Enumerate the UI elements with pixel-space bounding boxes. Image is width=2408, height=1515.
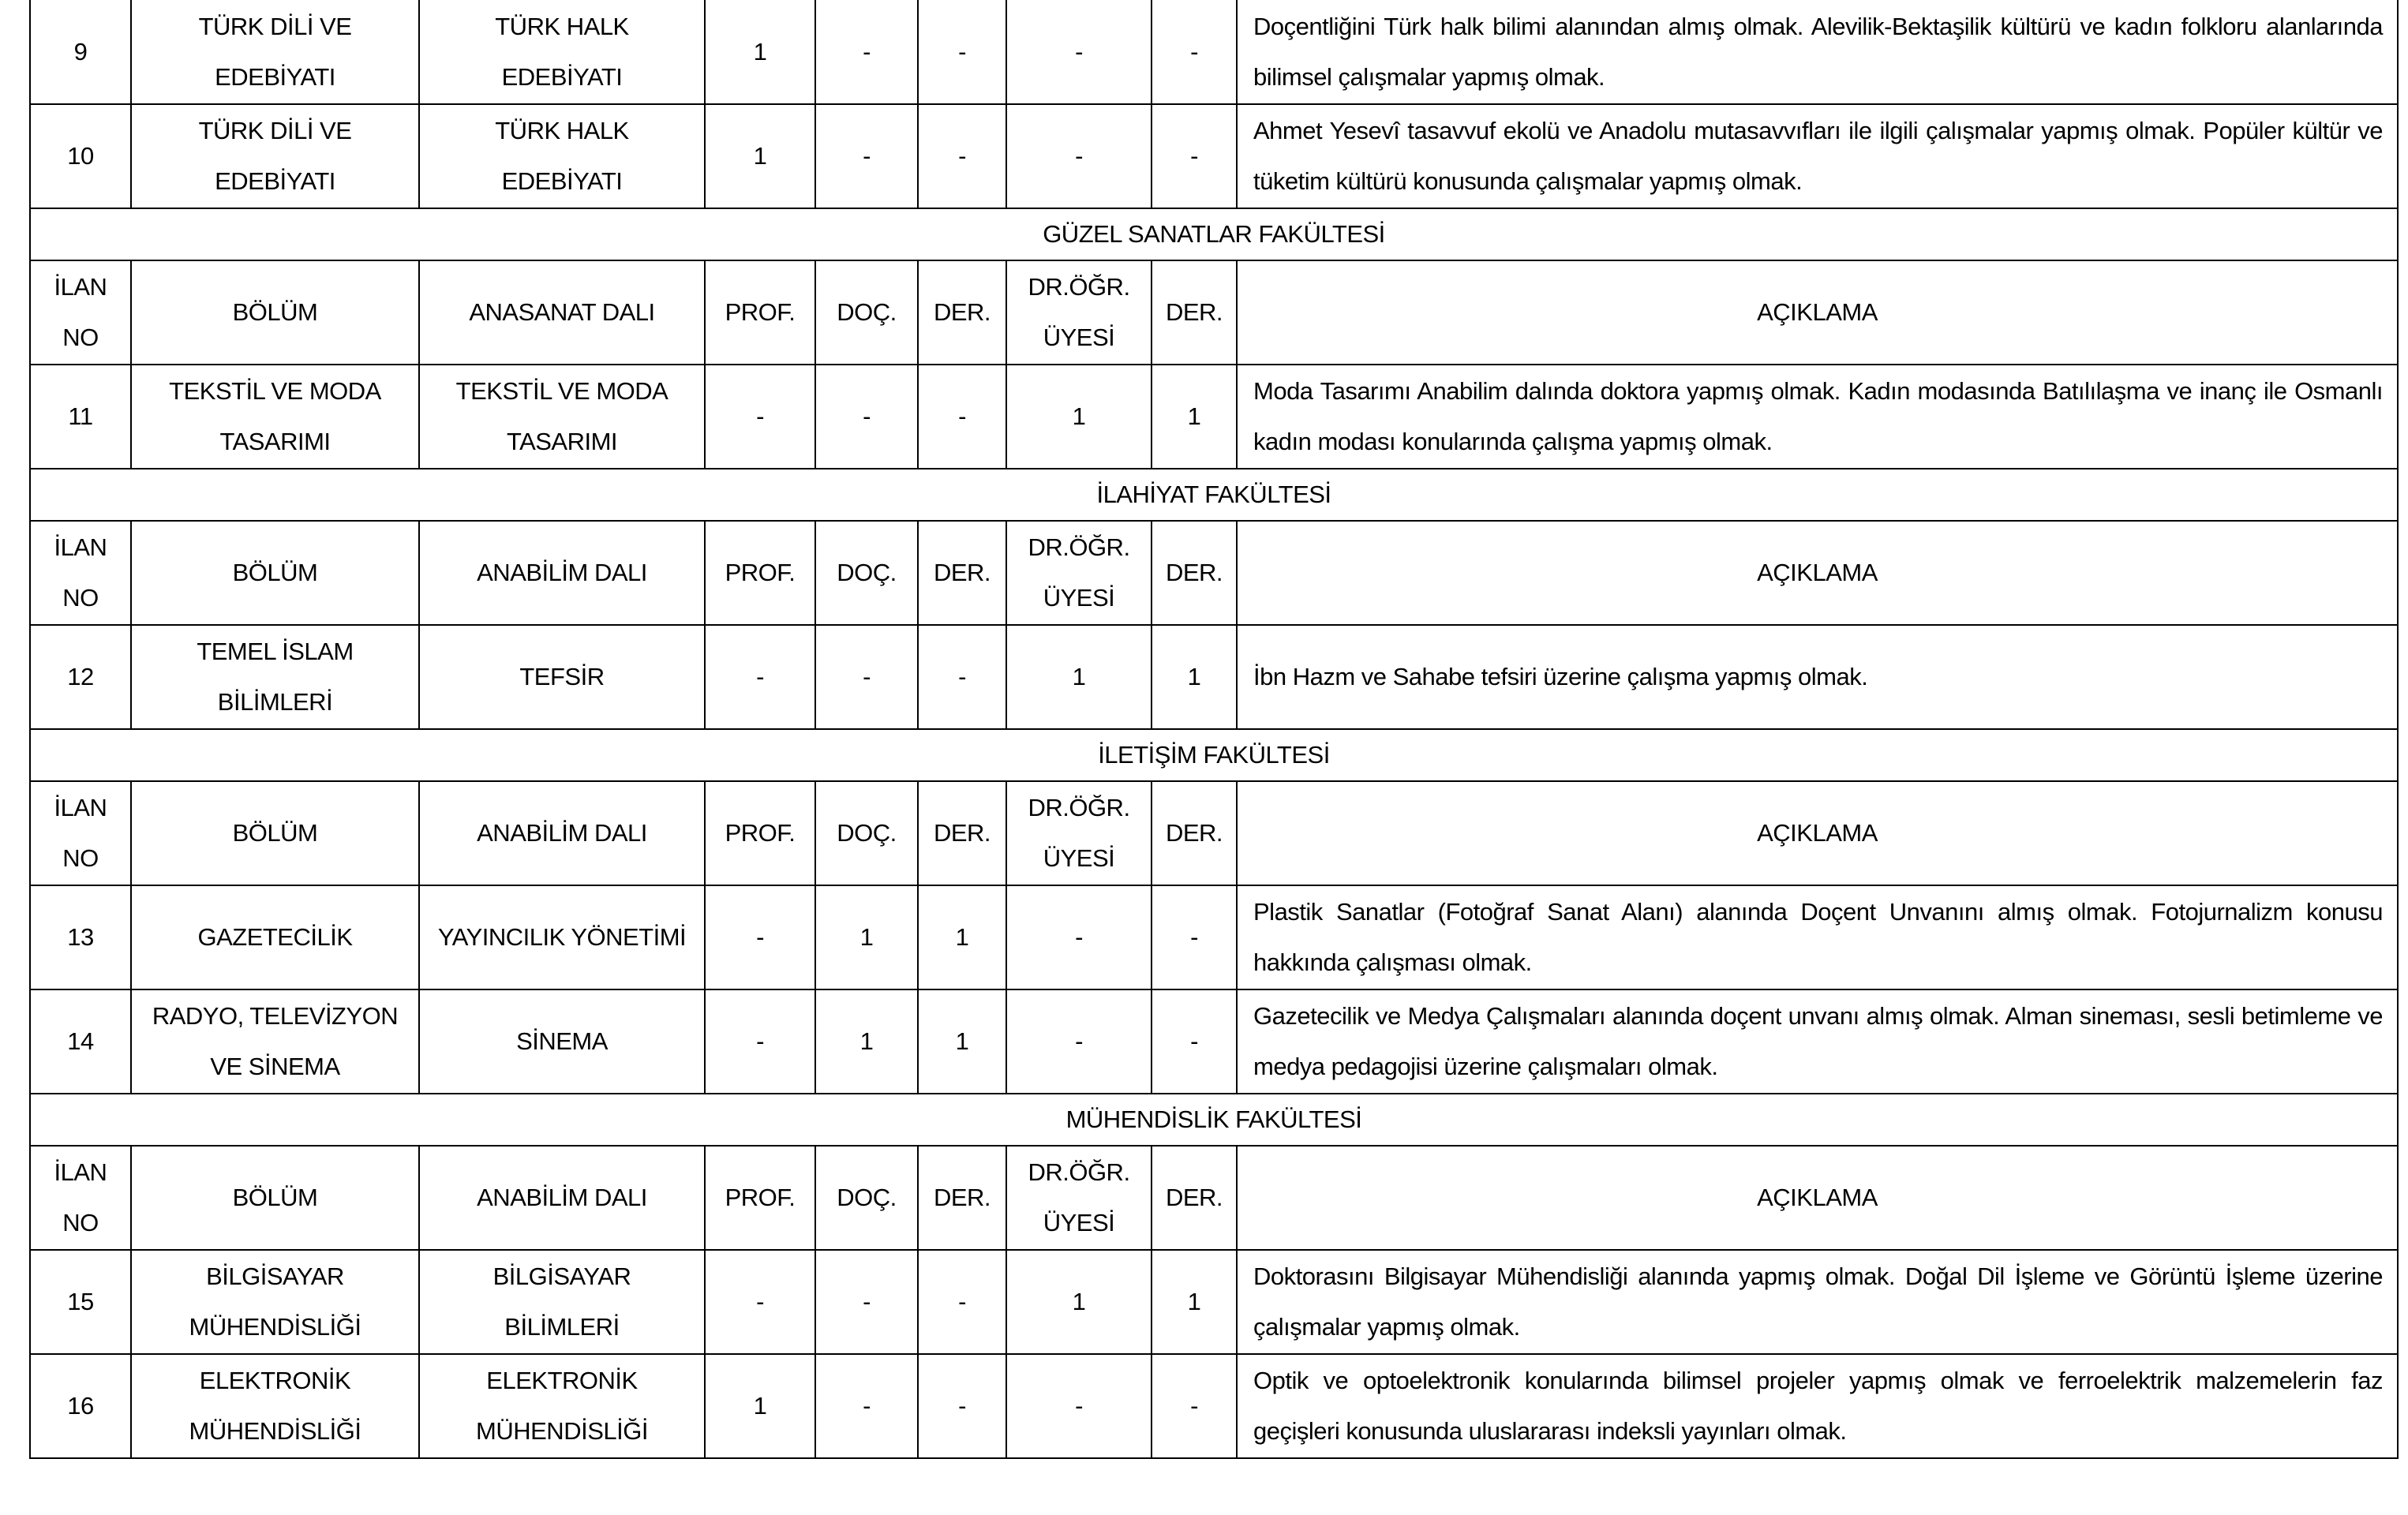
header-doc: DOÇ. [815,781,918,885]
cell-aciklama: Gazetecilik ve Medya Çalışmaları alanında doçent unvanı almış olmak. Alman sineması, sesli betimleme ve medya pedagojisi üzerine çalışmaları olmak. [1237,989,2398,1094]
cell-bolum-line: TÜRK DİLİ VE [198,12,352,40]
cell-doc: 1 [815,989,918,1094]
header-bolum: BÖLÜM [131,260,419,365]
header-dr-ogr-uyesi-line: ÜYESİ [1043,1209,1115,1236]
faculty-title-row [30,729,2398,781]
header-ilan-no-line: NO [62,324,99,351]
header-dr-ogr-uyesi-line: ÜYESİ [1043,584,1115,612]
cell-bolum-line: TÜRK DİLİ VE [198,117,352,144]
cell-bolum-line: EDEBİYATI [215,167,335,195]
faculty-title: GÜZEL SANATLAR FAKÜLTESİ [30,208,2398,260]
header-ilan-no-line: NO [62,844,99,872]
header-bolum: BÖLÜM [131,1146,419,1250]
cell-bolum-line: TEMEL İSLAM [197,638,354,665]
header-bolum: BÖLÜM [131,781,419,885]
header-ilan-no [30,781,131,885]
cell-prof: - [705,625,815,729]
cell-bolum-line: VE SİNEMA [210,1053,340,1080]
header-ilan-no [30,1146,131,1250]
cell-doc: - [815,1250,918,1354]
cell-anabilim-dali [419,989,705,1094]
table-row [30,625,2398,729]
cell-bolum [131,365,419,469]
header-prof: PROF. [705,781,815,885]
cell-dr-ogr-uyesi: - [1006,885,1152,989]
cell-prof: 1 [705,0,815,104]
faculty-title-row [30,1094,2398,1146]
cell-anabilim-dali [419,104,705,208]
header-doc: DOÇ. [815,260,918,365]
cell-ilan-no: 16 [30,1354,131,1458]
cell-anabilim-dali [419,0,705,104]
cell-anabilim-dali-line: BİLİMLERİ [504,1313,620,1341]
header-ilan-no [30,260,131,365]
cell-bolum [131,1354,419,1458]
cell-anabilim-dali-line: TASARIMI [506,428,618,455]
column-header-row [30,521,2398,625]
table-row [30,989,2398,1094]
cell-aciklama: Moda Tasarımı Anabilim dalında doktora yapmış olmak. Kadın modasında Batılılaşma ve inanç ile Osmanlı kadın modası konularında çalışma yapmış olmak. [1237,365,2398,469]
cell-dr-ogr-uyesi: - [1006,0,1152,104]
cell-bolum [131,1250,419,1354]
cell-anabilim-dali-line: SİNEMA [516,1027,608,1055]
cell-bolum-line: RADYO, TELEVİZYON [152,1002,399,1030]
cell-bolum [131,989,419,1094]
cell-der: 1 [918,885,1006,989]
table-row [30,104,2398,208]
cell-der-2: 1 [1152,365,1237,469]
cell-der-2: - [1152,885,1237,989]
column-header-row [30,1146,2398,1250]
cell-anabilim-dali [419,625,705,729]
cell-anabilim-dali-line: TÜRK HALK [495,12,629,40]
header-der-2: DER. [1152,1146,1237,1250]
header-dr-ogr-uyesi-line: DR.ÖĞR. [1028,794,1130,821]
table-row [30,885,2398,989]
faculty-title: MÜHENDİSLİK FAKÜLTESİ [30,1094,2398,1146]
cell-anabilim-dali-line: TEKSTİL VE MODA [455,377,668,405]
header-anabilim-dali: ANABİLİM DALI [419,781,705,885]
cell-bolum [131,625,419,729]
cell-aciklama: Plastik Sanatlar (Fotoğraf Sanat Alanı) alanında Doçent Unvanını almış olmak. Fotojurnalizm konusu hakkında çalışması olmak. [1237,885,2398,989]
header-prof: PROF. [705,1146,815,1250]
cell-dr-ogr-uyesi: 1 [1006,365,1152,469]
cell-doc: - [815,625,918,729]
cell-prof: - [705,885,815,989]
cell-bolum-line: TASARIMI [219,428,331,455]
header-ilan-no-line: İLAN [54,1158,107,1186]
header-der: DER. [918,521,1006,625]
cell-aciklama: İbn Hazm ve Sahabe tefsiri üzerine çalışma yapmış olmak. [1237,625,2398,729]
column-header-row [30,781,2398,885]
header-der: DER. [918,260,1006,365]
cell-dr-ogr-uyesi: 1 [1006,625,1152,729]
cell-ilan-no: 10 [30,104,131,208]
cell-ilan-no: 12 [30,625,131,729]
cell-der: 1 [918,989,1006,1094]
header-dr-ogr-uyesi-line: DR.ÖĞR. [1028,1158,1130,1186]
header-doc: DOÇ. [815,521,918,625]
header-anabilim-dali: ANASANAT DALI [419,260,705,365]
cell-aciklama: Doçentliğini Türk halk bilimi alanından almış olmak. Alevilik-Bektaşilik kültürü ve kadın folkloru alanlarında bilimsel çalışmalar yapmış olmak. [1237,0,2398,104]
column-header-row [30,260,2398,365]
header-aciklama: AÇIKLAMA [1237,1146,2398,1250]
header-prof: PROF. [705,521,815,625]
faculty-title-row [30,208,2398,260]
cell-ilan-no: 14 [30,989,131,1094]
cell-der: - [918,625,1006,729]
cell-der-2: - [1152,989,1237,1094]
cell-der-2: - [1152,0,1237,104]
header-der-2: DER. [1152,781,1237,885]
cell-bolum [131,885,419,989]
cell-bolum-line: BİLGİSAYAR [206,1262,344,1290]
cell-dr-ogr-uyesi: - [1006,104,1152,208]
faculty-title: İLETİŞİM FAKÜLTESİ [30,729,2398,781]
cell-anabilim-dali-line: TÜRK HALK [495,117,629,144]
cell-doc: - [815,1354,918,1458]
cell-prof: - [705,1250,815,1354]
table-row [30,1250,2398,1354]
cell-anabilim-dali-line: ELEKTRONİK [486,1367,638,1394]
header-dr-ogr-uyesi-line: ÜYESİ [1043,324,1115,351]
cell-anabilim-dali-line: TEFSİR [519,663,605,690]
cell-bolum [131,0,419,104]
header-der-2: DER. [1152,521,1237,625]
header-aciklama: AÇIKLAMA [1237,260,2398,365]
cell-ilan-no: 15 [30,1250,131,1354]
cell-bolum-line: ELEKTRONİK [199,1367,351,1394]
cell-bolum-line: MÜHENDİSLİĞİ [189,1313,361,1341]
table-row [30,1354,2398,1458]
cell-der: - [918,1354,1006,1458]
header-bolum: BÖLÜM [131,521,419,625]
header-ilan-no-line: NO [62,584,99,612]
header-aciklama: AÇIKLAMA [1237,781,2398,885]
cell-doc: - [815,104,918,208]
cell-prof: - [705,365,815,469]
faculty-title: İLAHİYAT FAKÜLTESİ [30,469,2398,521]
cell-anabilim-dali-line: EDEBİYATI [501,62,623,91]
header-dr-ogr-uyesi-line: DR.ÖĞR. [1028,273,1130,301]
cell-prof: 1 [705,1354,815,1458]
job-listing-table [29,0,2399,1459]
cell-anabilim-dali-line: MÜHENDİSLİĞİ [476,1417,648,1445]
cell-bolum-line: EDEBİYATI [215,62,335,91]
cell-prof: - [705,989,815,1094]
header-dr-ogr-uyesi [1006,521,1152,625]
cell-anabilim-dali [419,885,705,989]
cell-der-2: - [1152,104,1237,208]
cell-bolum-line: MÜHENDİSLİĞİ [189,1417,361,1445]
header-der-2: DER. [1152,260,1237,365]
header-dr-ogr-uyesi-line: ÜYESİ [1043,844,1115,872]
cell-bolum [131,104,419,208]
header-prof: PROF. [705,260,815,365]
cell-dr-ogr-uyesi: - [1006,989,1152,1094]
header-aciklama: AÇIKLAMA [1237,521,2398,625]
cell-dr-ogr-uyesi: - [1006,1354,1152,1458]
cell-anabilim-dali-line: YAYINCILIK YÖNETİMİ [437,923,687,951]
cell-aciklama: Doktorasını Bilgisayar Mühendisliği alanında yapmış olmak. Doğal Dil İşleme ve Görüntü İşleme üzerine çalışmalar yapmış olmak. [1237,1250,2398,1354]
header-dr-ogr-uyesi-line: DR.ÖĞR. [1028,533,1130,561]
header-dr-ogr-uyesi [1006,781,1152,885]
cell-der-2: - [1152,1354,1237,1458]
cell-aciklama: Ahmet Yesevî tasavvuf ekolü ve Anadolu mutasavvıfları ile ilgili çalışmalar yapmış olmak. Popüler kültür ve tüketim kültürü konusunda çalışmalar yapmış olmak. [1237,104,2398,208]
cell-der: - [918,104,1006,208]
cell-bolum-line: BİLİMLERİ [217,688,333,716]
cell-der-2: 1 [1152,1250,1237,1354]
header-ilan-no-line: İLAN [54,794,107,821]
cell-anabilim-dali [419,1354,705,1458]
cell-der: - [918,0,1006,104]
cell-ilan-no: 9 [30,0,131,104]
header-doc: DOÇ. [815,1146,918,1250]
header-ilan-no-line: İLAN [54,273,107,301]
cell-bolum-line: TEKSTİL VE MODA [169,377,381,405]
cell-bolum-line: GAZETECİLİK [197,923,353,951]
cell-aciklama: Optik ve optoelektronik konularında bilimsel projeler yapmış olmak ve ferroelektrik malzemelerin faz geçişleri konusunda uluslararası indeksli yayınları olmak. [1237,1354,2398,1458]
cell-doc: 1 [815,885,918,989]
header-dr-ogr-uyesi [1006,260,1152,365]
header-der: DER. [918,781,1006,885]
header-ilan-no-line: NO [62,1209,99,1236]
cell-anabilim-dali [419,1250,705,1354]
cell-doc: - [815,0,918,104]
cell-der: - [918,1250,1006,1354]
cell-der: - [918,365,1006,469]
cell-dr-ogr-uyesi: 1 [1006,1250,1152,1354]
faculty-title-row [30,469,2398,521]
cell-anabilim-dali [419,365,705,469]
header-anabilim-dali: ANABİLİM DALI [419,1146,705,1250]
cell-prof: 1 [705,104,815,208]
table-row [30,365,2398,469]
table-row [30,0,2398,104]
header-anabilim-dali: ANABİLİM DALI [419,521,705,625]
header-ilan-no [30,521,131,625]
cell-anabilim-dali-line: EDEBİYATI [501,167,623,195]
table-body [30,0,2398,1458]
cell-doc: - [815,365,918,469]
cell-ilan-no: 11 [30,365,131,469]
header-dr-ogr-uyesi [1006,1146,1152,1250]
cell-anabilim-dali-line: BİLGİSAYAR [492,1262,631,1290]
header-der: DER. [918,1146,1006,1250]
cell-der-2: 1 [1152,625,1237,729]
cell-ilan-no: 13 [30,885,131,989]
header-ilan-no-line: İLAN [54,533,107,561]
